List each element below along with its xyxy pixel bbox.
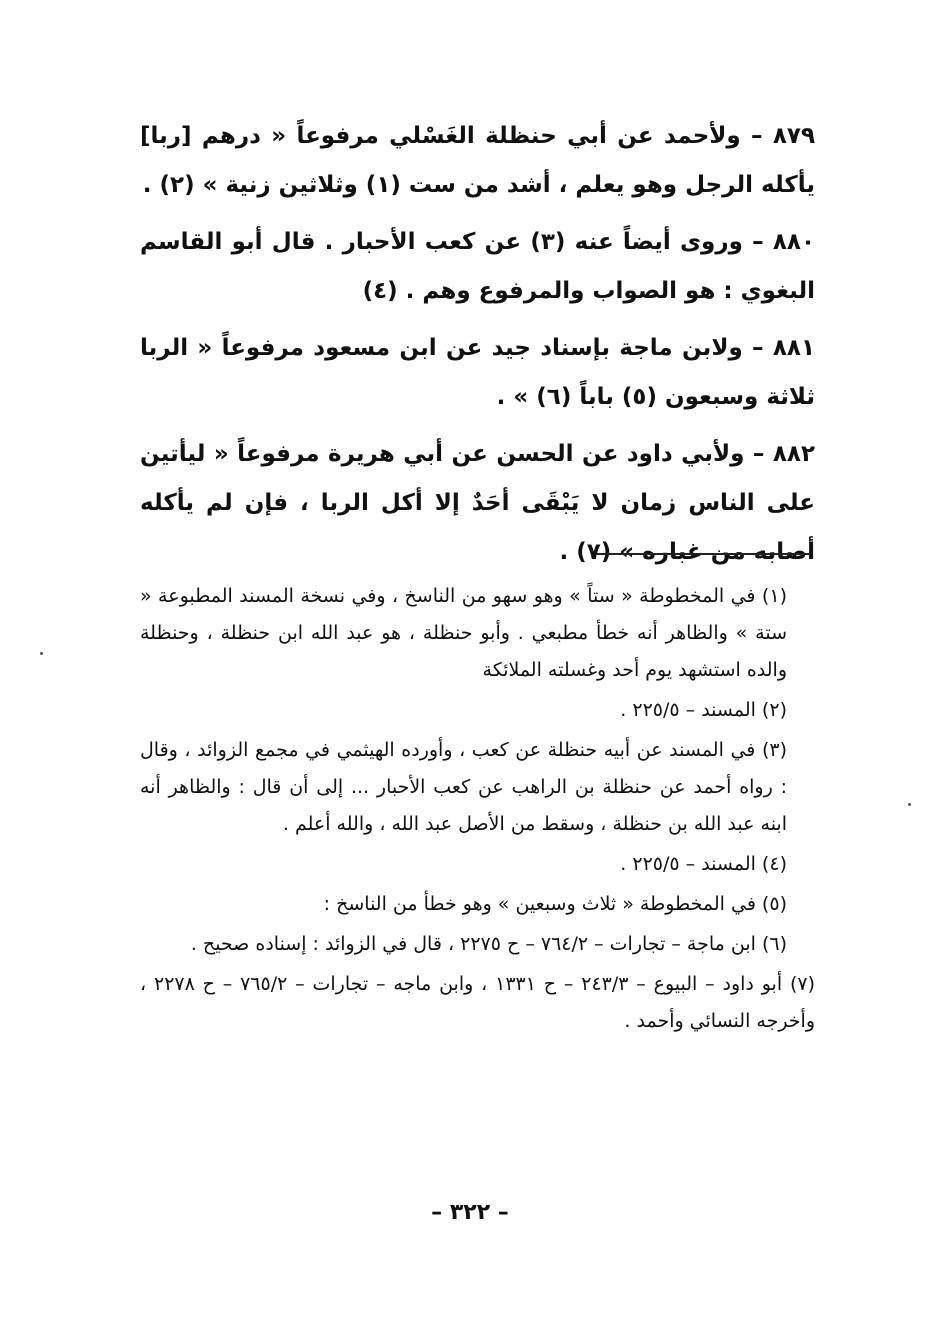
- scan-speck: [908, 803, 911, 806]
- footnotes: [140, 578, 815, 1043]
- footnote-separator: [596, 553, 810, 555]
- footnote-3: (٣) في المسند عن أبيه حنظلة عن كعب ، وأورده الهيثمي في مجمع الزوائد ، وقال : رواه أحمد عن حنظلة بن الراهب عن كعب الأحبار ... إلى أن قال : والظاهر أنه ابنه عبد الله بن حنظلة ، وسقط من الأصل عبد الله ، والله أعلم .: [140, 739, 787, 835]
- hadith-881: ٨٨١ – ولابن ماجة بإسناد جيد عن ابن مسعود مرفوعاً « الربا ثلاثة وسبعون (٥) باباً (٦) » .: [140, 335, 815, 410]
- scan-speck: [40, 652, 43, 655]
- footnote-6: (٦) ابن ماجة – تجارات – ٧٦٤/٢ – ح ٢٢٧٥ ، قال في الزوائد : إسناده صحيح .: [190, 933, 787, 955]
- page-number: – ٣٢٢ –: [431, 1200, 509, 1225]
- footnote-1: (١) في المخطوطة « ستاً » وهو سهو من الناسخ ، وفي نسخة المسند المطبوعة « ستة » والظاهر أنه خطأ مطبعي . وأبو حنظلة ، هو عبد الله ابن حنظلة ، وحنظلة والده استشهد يوم أحد وغسلته الملائكة: [140, 585, 787, 681]
- hadith-882: ٨٨٢ – ولأبي داود عن الحسن عن أبي هريرة مرفوعاً « ليأتين على الناس زمان لا يَبْقَى أحَدٌ إلا أكل الربا ، فإن لم يأكله أصابه من غباره » (٧) .: [140, 441, 815, 565]
- footnote-4: (٤) المسند – ٢٢٥/٥ .: [620, 853, 787, 875]
- hadith-879: ٨٧٩ – ولأحمد عن أبي حنظلة الغَسْلي مرفوعاً « درهم [ربا] يأكله الرجل وهو يعلم ، أشد من ست (١) وثلاثين زنية » (٢) .: [140, 123, 815, 198]
- main-text: [140, 112, 815, 585]
- footnote-7: (٧) أبو داود – البيوع – ٢٤٣/٣ – ح ١٣٣١ ، وابن ماجه – تجارات – ٧٦٥/٢ – ح ٢٢٧٨ ، وأخرجه النسائي وأحمد .: [140, 973, 815, 1032]
- footnote-5: (٥) في المخطوطة « ثلاث وسبعين » وهو خطأ من الناسخ :: [323, 893, 787, 915]
- footnote-2: (٢) المسند – ٢٢٥/٥ .: [620, 699, 787, 721]
- hadith-880: ٨٨٠ – وروى أيضاً عنه (٣) عن كعب الأحبار . قال أبو القاسم البغوي : هو الصواب والمرفوع وهم . (٤): [140, 229, 815, 304]
